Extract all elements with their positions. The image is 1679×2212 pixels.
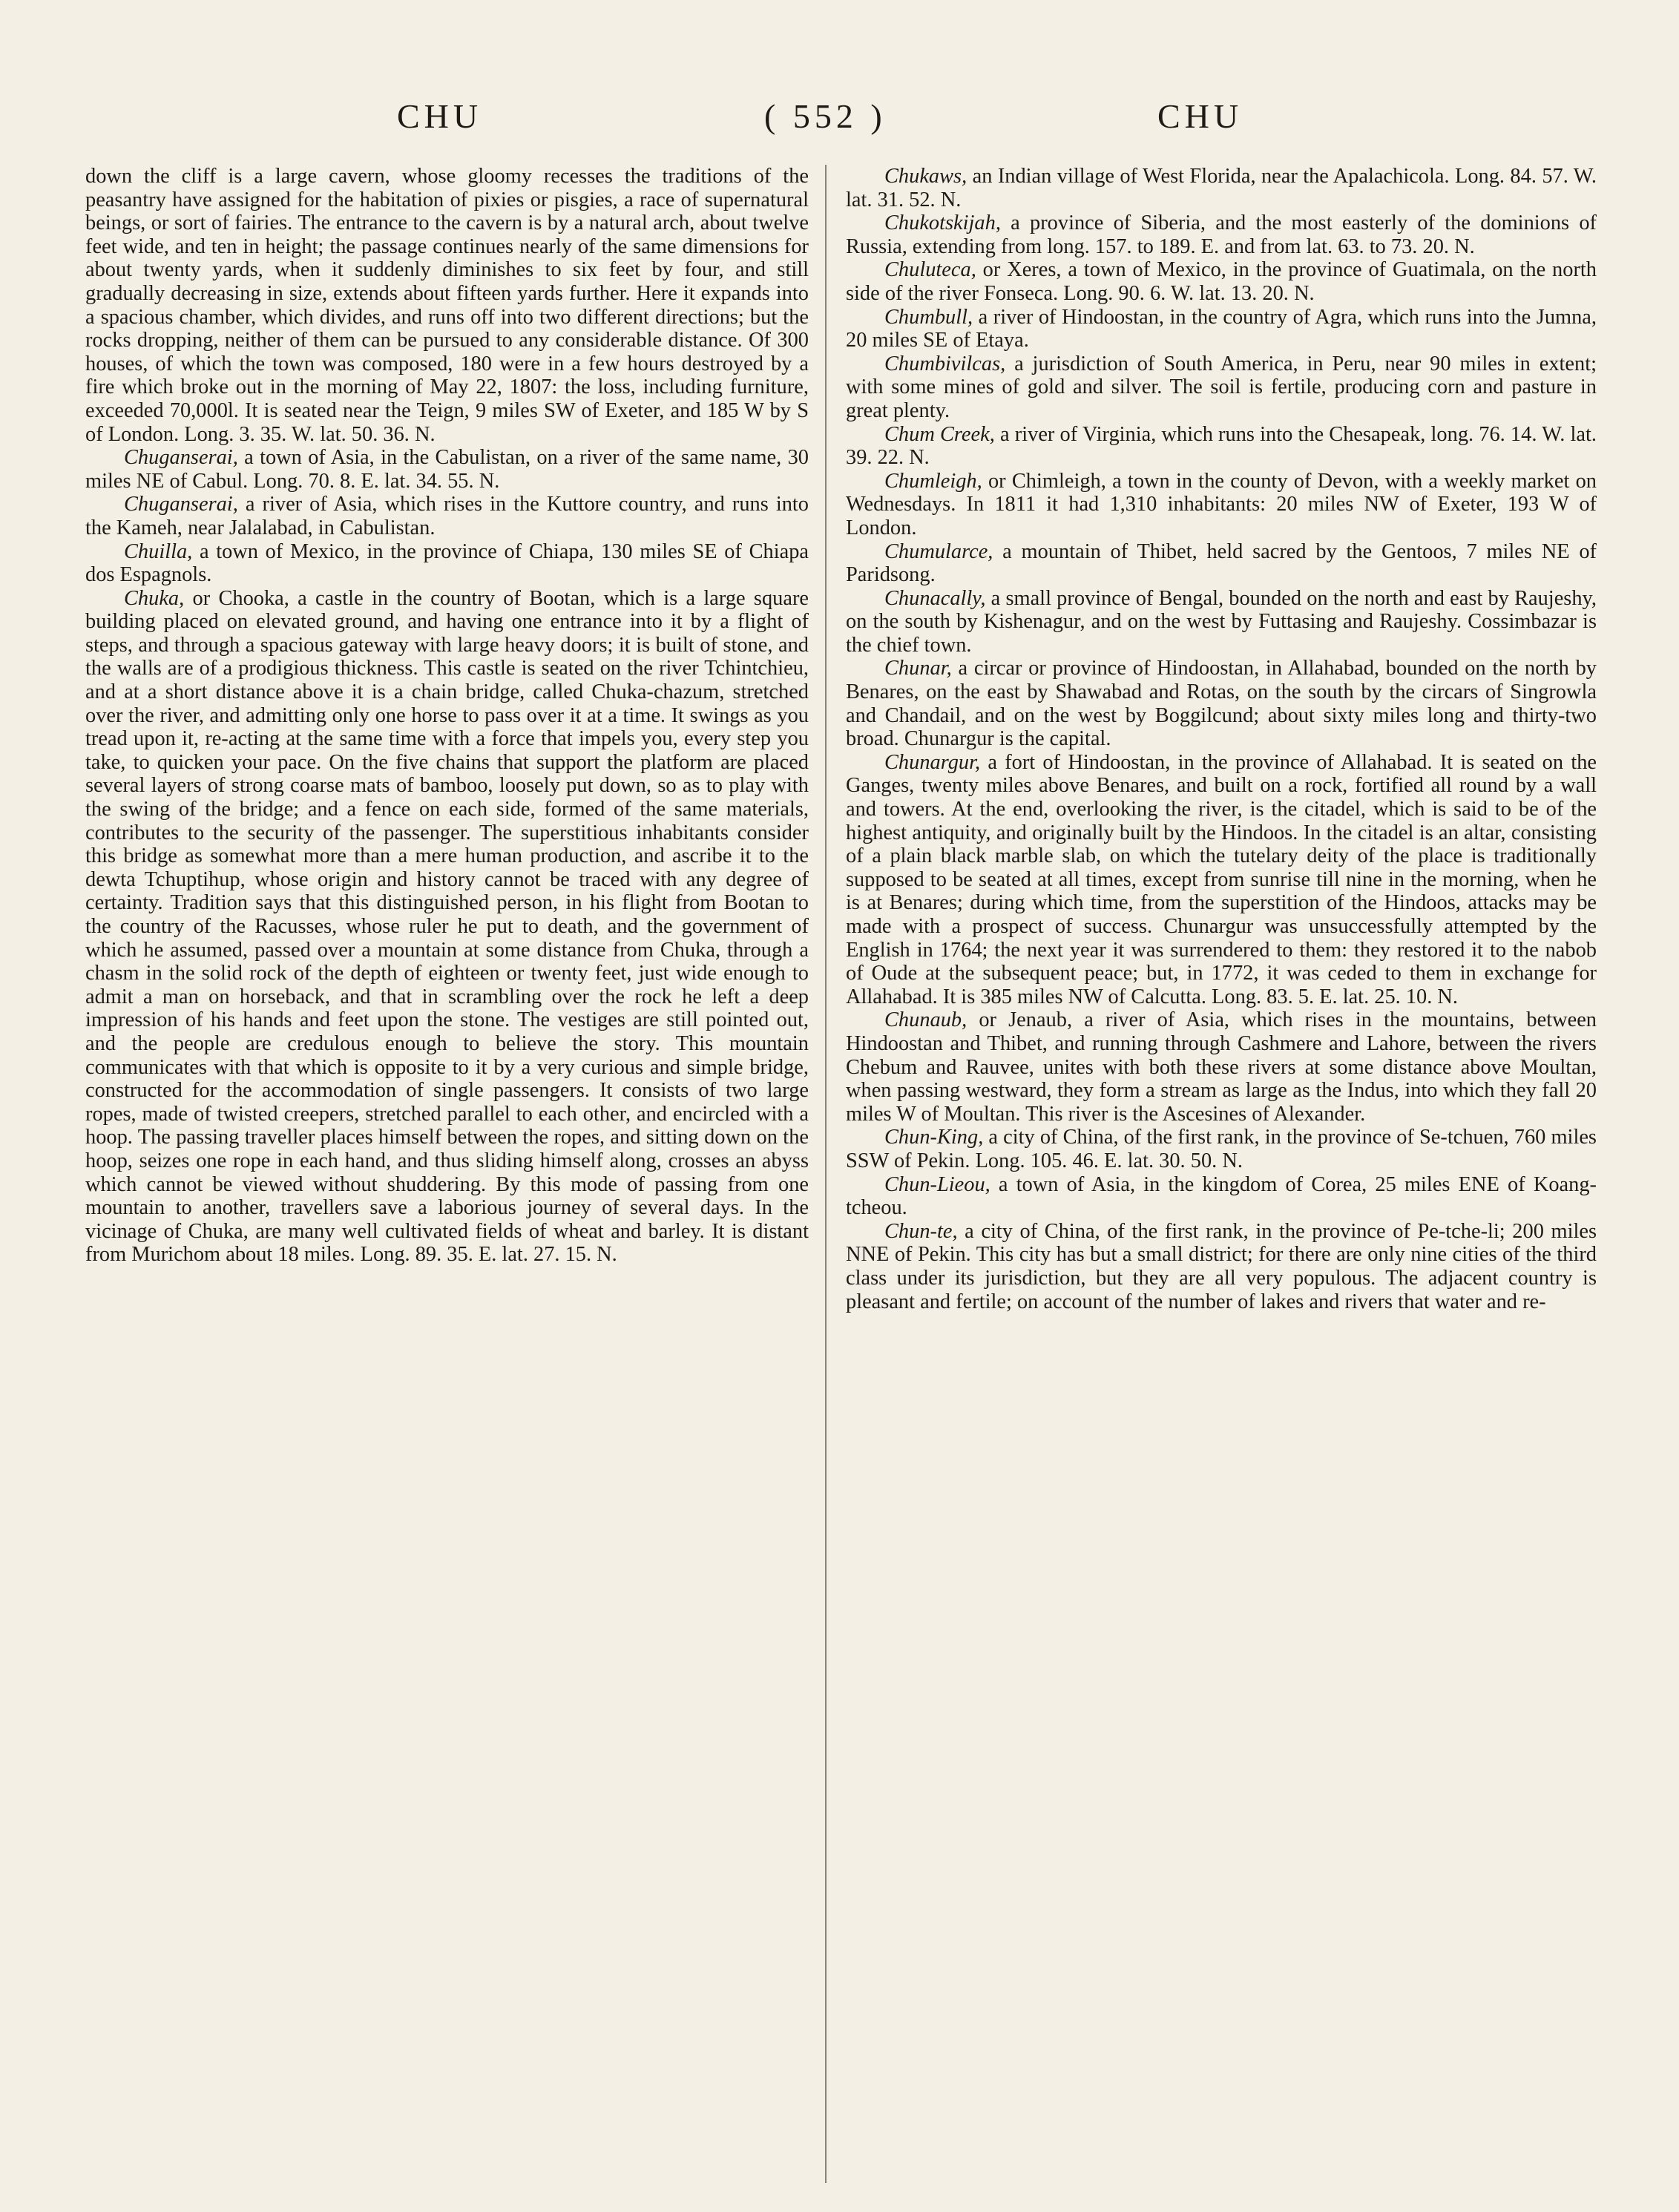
entry-text: or Xeres, a town of Mexico, in the province of Guatimala, on the north side of the river Fonseca. Long. 90. 6. W. lat. 13. 20. N. [846, 258, 1597, 305]
entry-continuation [85, 165, 809, 446]
entry-headword: Chumbivilcas, [884, 352, 1006, 375]
entry-text: a town of Mexico, in the province of Chiapa, 130 miles SE of Chiapa dos Espagnols. [85, 539, 809, 587]
entry-text: a town of Asia, in the Cabulistan, on a river of the same name, 30 miles NE of Cabul. Long. 70. 8. E. lat. 34. 55. N. [85, 446, 809, 493]
gazetteer-entry [846, 352, 1597, 423]
entry-text: or Chimleigh, a town in the county of Devon, with a weekly market on Wednesdays. In 1811 it had 1,310 inhabitants: 20 miles NW of Exeter, 193 W of London. [846, 469, 1597, 539]
gazetteer-entry [85, 493, 809, 539]
entry-text: a town of Asia, in the kingdom of Corea, 25 miles ENE of Koang-tcheou. [846, 1172, 1597, 1220]
entry-text: an Indian village of West Florida, near the Apalachicola. Long. 84. 57. W. lat. 31. 52. N. [846, 165, 1597, 211]
entry-headword: Chunargur, [884, 750, 981, 774]
page-number: ( 552 ) [764, 97, 887, 135]
page-header [0, 96, 1679, 141]
entry-text: a city of China, of the first rank, in the province of Se-tchuen, 760 miles SSW of Pekin. Long. 105. 46. E. lat. 30. 50. N. [846, 1126, 1597, 1172]
entry-text: a circar or province of Hindoostan, in Allahabad, bounded on the north by Benares, on the east by Shawabad and Rotas, on the south by the circars of Singrowla and Chandail, and on the west by Boggilcund; about sixty miles long and thirty-two broad. Chunargur is the capital. [846, 657, 1597, 751]
entry-headword: Chunar, [884, 657, 952, 680]
gazetteer-entry [846, 470, 1597, 540]
gazetteer-entry [85, 446, 809, 493]
gazetteer-entry [846, 751, 1597, 1009]
column-divider [825, 165, 827, 2183]
gazetteer-entry [846, 1173, 1597, 1220]
entry-headword: Chunaub, [884, 1008, 967, 1032]
entry-text: a river of Asia, which rises in the Kuttore country, and runs into the Kameh, near Jalalabad, in Cabulistan. [85, 493, 809, 539]
entry-headword: Chuka, [124, 586, 185, 610]
entry-headword: Chumularce, [884, 539, 993, 563]
right-column [846, 165, 1597, 2183]
entry-headword: Chumleigh, [884, 469, 982, 493]
entry-text: or Jenaub, a river of Asia, which rises in the mountains, between Hindoostan and Thibet, and running through Cashmere and Lahore, between the rivers Chebum and Rauvee, unites with both these rivers at some distance above Moultan, when passing westward, they form a stream as large as the Indus, into which they fall 20 miles W of Moultan. This river is the Ascesines of Alexander. [846, 1008, 1597, 1126]
entry-headword: Chunacally, [884, 586, 986, 610]
gazetteer-entry [846, 258, 1597, 305]
entry-text: or Chooka, a castle in the country of Bootan, which is a large square building placed on elevated ground, and having one entrance into it by a flight of steps, and through a spacious gateway with large heavy doors; it is built of stone, and the walls are of a prodigious thickness. This castle is seated on the river Tchintchieu, and at a short distance above it is a chain bridge, called Chuka-chazum, stretched over the river, and admitting only one horse to pass over it at a time. It swings as you tread upon it, re-acting at the same time with a force that impels you, every step you take, to quicken your pace. On the five chains that support the platform are placed several layers of strong coarse mats of bamboo, loosely put down, so as to play with the swing of the bridge; and a fence on each side, formed of the same materials, contributes to the security of the passenger. The superstitious inhabitants consider this bridge as somewhat more than a mere human production, and ascribe it to the dewta Tchuptihup, whose origin and history cannot be traced with any degree of certainty. Tradition says that this distinguished person, in his flight from Bootan to the country of the Racusses, whose ruler he put to death, and the government of which he assumed, passed over a mountain at some distance from Chuka, through a chasm in the solid rock of the depth of eighteen or twenty feet, just wide enough to admit a man on horseback, and that in scrambling over the rock he left a deep impression of his hands and feet upon the stone. The vestiges are still pointed out, and the people are credulous enough to believe the story. This mountain communicates with that which is opposite to it by a very curious and simple bridge, constructed for the accommodation of single passengers. It consists of two large ropes, made of twisted creepers, stretched parallel to each other, and encircled with a hoop. The passing traveller places himself between the ropes, and sitting down on the hoop, seizes one rope in each hand, and thus sliding himself along, crosses an abyss which cannot be viewed without shuddering. By this mode of passing from one mountain to another, travellers save a laborious journey of several days. In the vicinage of Chuka, are many well cultivated fields of wheat and barley. It is distant from Murichom about 18 miles. Long. 89. 35. E. lat. 27. 15. N. [85, 586, 809, 1267]
entry-text: a fort of Hindoostan, in the province of Allahabad. It is seated on the Ganges, twenty miles above Benares, and built on a rock, fortified all round by a wall and towers. At the end, overlooking the river, is the citadel, which is said to be of the highest antiquity, and originally built by the Hindoos. In the citadel is an altar, consisting of a plain black marble slab, on which the tutelary deity of the place is traditionally supposed to be seated at all times, except from sunrise till nine in the morning, when he is at Benares; during which time, from the superstition of the Hindoos, attacks may be made with a prospect of success. Chunargur was unsuccessfully attempted by the English in 1764; the next year it was surrendered to them: they restored it to the nabob of Oude at the subsequent peace; but, in 1772, it was ceded to them in exchange for Allahabad. It is 385 miles NW of Calcutta. Long. 83. 5. E. lat. 25. 10. N. [846, 750, 1597, 1008]
running-head-right: CHU [1157, 97, 1243, 135]
entry-text: a city of China, of the first rank, in the province of Pe-tche-li; 200 miles NNE of Pekin. This city has but a small district; for there are only nine cities of the third class under its jurisdiction, but they are all very populous. The adjacent country is pleasant and fertile; on account of the number of lakes and rivers that water and re- [846, 1219, 1597, 1313]
entry-headword: Chuilla, [124, 539, 193, 563]
entry-headword: Chun-te, [884, 1219, 958, 1243]
entry-headword: Chuganserai, [124, 446, 238, 470]
gazetteer-entry [846, 1008, 1597, 1126]
entry-headword: Chuluteca, [884, 258, 976, 282]
entry-headword: Chum Creek, [884, 422, 995, 446]
entry-headword: Chukotskijah, [884, 211, 1001, 235]
gazetteer-entry [846, 540, 1597, 587]
gazetteer-entry [846, 306, 1597, 352]
entry-text: a small province of Bengal, bounded on the north and east by Raujeshy, on the south by Kishenagur, and on the west by Futtasing and Raujeshy. Cossimbazar is the chief town. [846, 586, 1597, 657]
entry-text: a mountain of Thibet, held sacred by the Gentoos, 7 miles NE of Paridsong. [846, 539, 1597, 587]
gazetteer-entry [846, 1126, 1597, 1172]
gazetteer-entry [85, 587, 809, 1267]
gazetteer-entry [846, 587, 1597, 657]
gazetteer-entry [846, 1220, 1597, 1313]
gazetteer-entry [846, 657, 1597, 750]
entry-headword: Chumbull, [884, 305, 973, 329]
gazetteer-entry [85, 540, 809, 587]
gazetteer-entry [846, 423, 1597, 470]
entry-headword: Chuganserai, [124, 493, 238, 516]
entry-headword: Chukaws, [884, 165, 967, 188]
entry-text: a river of Hindoostan, in the country of Agra, which runs into the Jumna, 20 miles SE of Etaya. [846, 305, 1597, 352]
entry-headword: Chun-King, [884, 1126, 984, 1149]
entry-text: a province of Siberia, and the most easterly of the dominions of Russia, extending from long. 157. to 189. E. and from lat. 63. to 73. 20. N. [846, 211, 1597, 258]
gazetteer-entry [846, 211, 1597, 258]
running-head-left: CHU [397, 97, 483, 135]
entry-text: a jurisdiction of South America, in Peru, near 90 miles in extent; with some mines of gold and silver. The soil is fertile, producing corn and pasture in great plenty. [846, 352, 1597, 422]
gazetteer-entry [846, 165, 1597, 211]
left-column [85, 165, 809, 2183]
entry-text: a river of Virginia, which runs into the Chesapeak, long. 76. 14. W. lat. 39. 22. N. [846, 422, 1597, 470]
entry-text: down the cliff is a large cavern, whose gloomy recesses the traditions of the peasantry have assigned for the habitation of pixies or pisgies, a race of supernatural beings, or sort of fairies. The entrance to the cavern is by a natural arch, about twelve feet wide, and ten in height; the passage continues nearly of the same dimensions for about twenty yards, when it suddenly diminishes to six feet by four, and still gradually decreasing in size, extends about fifteen yards further. Here it expands into a spacious chamber, which divides, and runs off into two different directions; but the rocks dropping, neither of them can be pursued to any considerable distance. Of 300 houses, of which the town was composed, 180 were in a few hours destroyed by a fire which broke out in the morning of May 22, 1807: the loss, including furniture, exceeded 70,000l. It is seated near the Teign, 9 miles SW of Exeter, and 185 W by S of London. Long. 3. 35. W. lat. 50. 36. N. [85, 165, 809, 446]
entry-headword: Chun-Lieou, [884, 1172, 990, 1196]
